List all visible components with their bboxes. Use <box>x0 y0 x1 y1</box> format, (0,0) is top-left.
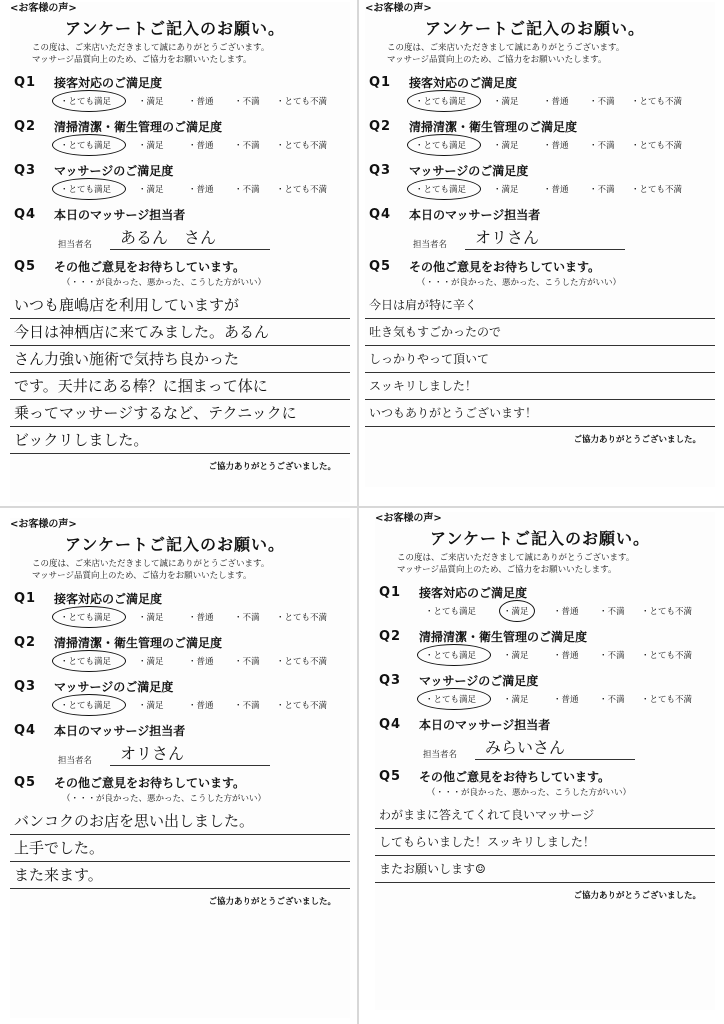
survey-card-4 <box>375 512 715 1010</box>
rating-option-selected[interactable]: ・とても満足 <box>60 611 138 623</box>
rating-option[interactable]: ・普通 <box>188 613 214 623</box>
question-number: Q1 <box>369 74 392 90</box>
rating-option[interactable]: ・普通 <box>553 607 579 617</box>
rating-option[interactable]: ・とても不満 <box>631 185 683 195</box>
question-q1 <box>10 588 350 608</box>
rating-option[interactable]: ・普通 <box>188 141 214 151</box>
intro-line-1: この度は、ご来店いただきまして誠にありがとうございます。 <box>397 553 635 563</box>
question-number: Q4 <box>14 206 37 222</box>
rating-option-selected[interactable]: ・とても満足 <box>60 183 138 195</box>
rating-option-selected[interactable]: ・満足 <box>503 605 553 617</box>
rating-option[interactable]: ・不満 <box>234 613 260 623</box>
rating-option-selected[interactable]: ・とても満足 <box>415 139 493 151</box>
comment-line: スッキリしました！ <box>365 373 715 400</box>
question-q5 <box>365 256 715 276</box>
comment-line: してもらいました！スッキリしました！ <box>375 829 715 856</box>
rating-option[interactable]: ・とても不満 <box>276 141 328 151</box>
comment-line: わがままに答えてくれて良いマッサージ <box>375 802 715 829</box>
comment-line: 乗ってマッサージするなど、テクニックに <box>10 400 350 427</box>
rating-options-q1 <box>10 92 350 110</box>
comment-line: です。天井にある棒？に掴まって体に <box>10 373 350 400</box>
comment-line: またお願いします☺ <box>375 856 715 883</box>
question-text: 接客対応のご満足度 <box>419 585 528 600</box>
question-hint: （・・・が良かった、悪かった、こうした方がいい） <box>62 794 267 804</box>
question-q4 <box>10 204 350 224</box>
question-number: Q1 <box>379 584 402 600</box>
staff-field <box>375 734 715 760</box>
question-hint: （・・・が良かった、悪かった、こうした方がいい） <box>62 278 267 288</box>
rating-option[interactable]: ・不満 <box>599 695 625 705</box>
question-text: 本日のマッサージ担当者 <box>54 723 186 738</box>
rating-options-q3 <box>10 696 350 714</box>
card-title: アンケートご記入のお願い。 <box>424 19 646 38</box>
rating-options-q3 <box>10 180 350 198</box>
question-text: 本日のマッサージ担当者 <box>409 207 541 222</box>
rating-option-selected[interactable]: ・とても満足 <box>60 655 138 667</box>
rating-option[interactable]: ・普通 <box>188 185 214 195</box>
rating-option[interactable]: ・不満 <box>234 701 260 711</box>
comment-line: いつも鹿嶋店を利用していますが <box>10 292 350 319</box>
rating-option-selected[interactable]: ・とても満足 <box>415 183 493 195</box>
rating-option[interactable]: ・不満 <box>234 97 260 107</box>
card-title: アンケートご記入のお願い。 <box>64 19 286 38</box>
question-text: マッサージのご満足度 <box>409 163 529 178</box>
question-text: その他ご意見をお待ちしています。 <box>419 769 611 784</box>
question-number: Q1 <box>14 590 37 606</box>
rating-option[interactable]: ・満足 <box>503 695 529 705</box>
horizontal-divider <box>0 506 724 508</box>
question-number: Q2 <box>379 628 402 644</box>
question-number: Q2 <box>14 118 37 134</box>
rating-options-q2 <box>375 646 715 664</box>
rating-option[interactable]: ・満足 <box>493 141 519 151</box>
question-number: Q3 <box>14 162 37 178</box>
question-text: 接客対応のご満足度 <box>54 591 163 606</box>
rating-option[interactable]: ・不満 <box>589 141 615 151</box>
rating-option[interactable]: ・とても不満 <box>631 141 683 151</box>
question-text: 接客対応のご満足度 <box>409 75 518 90</box>
rating-option[interactable]: ・とても不満 <box>631 97 683 107</box>
question-number: Q3 <box>379 672 402 688</box>
rating-option-selected[interactable]: ・とても満足 <box>425 649 503 661</box>
question-q3 <box>10 160 350 180</box>
rating-option[interactable]: ・普通 <box>543 185 569 195</box>
comment-line: 今日は神栖店に来てみました。あるん <box>10 319 350 346</box>
question-text: マッサージのご満足度 <box>54 679 174 694</box>
question-number: Q5 <box>14 258 37 274</box>
question-number: Q4 <box>14 722 37 738</box>
staff-label: 担当者名 <box>413 240 448 250</box>
question-number: Q2 <box>369 118 392 134</box>
rating-option[interactable]: ・普通 <box>553 651 579 661</box>
question-q2 <box>365 116 715 136</box>
question-q4 <box>365 204 715 224</box>
rating-option[interactable]: ・満足 <box>138 701 164 711</box>
intro-line-2: マッサージ品質向上のため、ご協力をお願いいたします。 <box>387 55 607 65</box>
question-text: 接客対応のご満足度 <box>54 75 163 90</box>
rating-option-selected[interactable]: ・とても満足 <box>60 95 138 107</box>
question-q5 <box>10 256 350 276</box>
rating-option-selected[interactable]: ・とても満足 <box>60 699 138 711</box>
rating-options-q2 <box>10 136 350 154</box>
rating-option[interactable]: ・とても不満 <box>276 613 328 623</box>
question-number: Q5 <box>14 774 37 790</box>
staff-field <box>10 224 350 250</box>
card-tag: <お客様の声> <box>375 513 442 524</box>
question-q3 <box>10 676 350 696</box>
question-number: Q5 <box>379 768 402 784</box>
intro-line-1: この度は、ご来店いただきまして誠にありがとうございます。 <box>32 43 270 53</box>
intro-line-2: マッサージ品質向上のため、ご協力をお願いいたします。 <box>32 55 252 65</box>
rating-option[interactable]: ・普通 <box>553 695 579 705</box>
rating-option[interactable]: ・満足 <box>138 141 164 151</box>
comment-area[interactable] <box>10 292 350 454</box>
rating-option[interactable]: ・とても満足 <box>425 607 477 617</box>
rating-option[interactable]: ・不満 <box>234 185 260 195</box>
rating-option[interactable]: ・満足 <box>138 657 164 667</box>
comment-line: また来ます。 <box>10 862 350 889</box>
question-q2 <box>10 116 350 136</box>
comment-area[interactable] <box>365 292 715 427</box>
rating-options-q2 <box>365 136 715 154</box>
staff-name-handwritten[interactable]: あるん さん <box>110 227 270 250</box>
rating-option[interactable]: ・満足 <box>493 185 519 195</box>
card-tag: <お客様の声> <box>10 3 77 14</box>
rating-option[interactable]: ・普通 <box>188 97 214 107</box>
comment-line: 吐き気もすごかったので <box>365 319 715 346</box>
rating-option[interactable]: ・とても不満 <box>641 607 693 617</box>
question-q2 <box>10 632 350 652</box>
thanks-text: ご協力ありがとうございました。 <box>208 462 336 472</box>
intro-line-1: この度は、ご来店いただきまして誠にありがとうございます。 <box>387 43 625 53</box>
rating-option[interactable]: ・不満 <box>234 141 260 151</box>
rating-option[interactable]: ・普通 <box>543 97 569 107</box>
rating-option-selected[interactable]: ・とても満足 <box>60 139 138 151</box>
question-q2 <box>375 626 715 646</box>
question-number: Q1 <box>14 74 37 90</box>
question-q4 <box>10 720 350 740</box>
question-text: 清掃清潔・衛生管理のご満足度 <box>419 629 588 644</box>
question-number: Q3 <box>14 678 37 694</box>
rating-options-q2 <box>10 652 350 670</box>
thanks-text: ご協力ありがとうございました。 <box>208 897 336 907</box>
intro-line-2: マッサージ品質向上のため、ご協力をお願いいたします。 <box>32 571 252 581</box>
rating-option[interactable]: ・満足 <box>493 97 519 107</box>
question-number: Q2 <box>14 634 37 650</box>
rating-option[interactable]: ・満足 <box>503 651 529 661</box>
vertical-divider <box>357 0 359 1024</box>
question-text: 清掃清潔・衛生管理のご満足度 <box>54 635 223 650</box>
comment-line: さん力強い施術で気持ち良かった <box>10 346 350 373</box>
question-q4 <box>375 714 715 734</box>
staff-field <box>10 740 350 766</box>
question-q1 <box>365 72 715 92</box>
comment-area[interactable] <box>10 808 350 889</box>
question-q3 <box>375 670 715 690</box>
card-tag: <お客様の声> <box>10 519 77 530</box>
rating-option[interactable]: ・不満 <box>589 185 615 195</box>
card-tag: <お客様の声> <box>365 3 432 14</box>
rating-option[interactable]: ・満足 <box>138 185 164 195</box>
comment-line: 上手でした。 <box>10 835 350 862</box>
survey-card-1 <box>10 2 350 502</box>
card-title: アンケートご記入のお願い。 <box>64 535 286 554</box>
comment-line: いつもありがとうございます！ <box>365 400 715 427</box>
rating-option[interactable]: ・とても不満 <box>276 97 328 107</box>
thanks-text: ご協力ありがとうございました。 <box>573 891 701 901</box>
question-q3 <box>365 160 715 180</box>
staff-name-handwritten[interactable]: オリさん <box>110 743 270 766</box>
rating-option[interactable]: ・普通 <box>188 701 214 711</box>
question-q1 <box>10 72 350 92</box>
staff-label: 担当者名 <box>58 240 93 250</box>
rating-option[interactable]: ・とても不満 <box>276 701 328 711</box>
intro-line-1: この度は、ご来店いただきまして誠にありがとうございます。 <box>32 559 270 569</box>
question-hint: （・・・が良かった、悪かった、こうした方がいい） <box>417 278 622 288</box>
question-hint: （・・・が良かった、悪かった、こうした方がいい） <box>427 788 632 798</box>
rating-options-q1 <box>365 92 715 110</box>
question-text: 本日のマッサージ担当者 <box>54 207 186 222</box>
rating-option[interactable]: ・とても不満 <box>276 185 328 195</box>
question-text: マッサージのご満足度 <box>419 673 539 688</box>
question-text: 清掃清潔・衛生管理のご満足度 <box>409 119 578 134</box>
question-q1 <box>375 582 715 602</box>
thanks-text: ご協力ありがとうございました。 <box>573 435 701 445</box>
comment-line: バンコクのお店を思い出しました。 <box>10 808 350 835</box>
card-title: アンケートご記入のお願い。 <box>429 529 651 548</box>
rating-option[interactable]: ・不満 <box>234 657 260 667</box>
rating-option[interactable]: ・普通 <box>543 141 569 151</box>
rating-options-q3 <box>375 690 715 708</box>
question-q5 <box>10 772 350 792</box>
question-number: Q5 <box>369 258 392 274</box>
question-text: その他ご意見をお待ちしています。 <box>54 259 246 274</box>
rating-option[interactable]: ・満足 <box>138 97 164 107</box>
staff-name-handwritten[interactable]: オリさん <box>465 227 625 250</box>
survey-card-3 <box>10 518 350 1018</box>
rating-option[interactable]: ・とても不満 <box>641 651 693 661</box>
question-text: 清掃清潔・衛生管理のご満足度 <box>54 119 223 134</box>
question-number: Q3 <box>369 162 392 178</box>
question-text: 本日のマッサージ担当者 <box>419 717 551 732</box>
rating-options-q3 <box>365 180 715 198</box>
rating-option[interactable]: ・普通 <box>188 657 214 667</box>
staff-field <box>365 224 715 250</box>
survey-card-2 <box>365 2 715 487</box>
rating-option[interactable]: ・とても不満 <box>276 657 328 667</box>
rating-option-selected[interactable]: ・とても満足 <box>415 95 493 107</box>
rating-option[interactable]: ・とても不満 <box>641 695 693 705</box>
rating-option[interactable]: ・不満 <box>589 97 615 107</box>
question-q5 <box>375 766 715 786</box>
comment-area[interactable] <box>375 802 715 883</box>
question-text: その他ご意見をお待ちしています。 <box>409 259 601 274</box>
question-number: Q4 <box>369 206 392 222</box>
comment-line: ビックリしました。 <box>10 427 350 454</box>
staff-label: 担当者名 <box>423 750 458 760</box>
rating-options-q1 <box>10 608 350 626</box>
rating-option[interactable]: ・不満 <box>599 651 625 661</box>
rating-option[interactable]: ・満足 <box>138 613 164 623</box>
staff-name-handwritten[interactable]: みらいさん <box>475 737 635 760</box>
intro-line-2: マッサージ品質向上のため、ご協力をお願いいたします。 <box>397 565 617 575</box>
question-text: その他ご意見をお待ちしています。 <box>54 775 246 790</box>
rating-options-q1 <box>375 602 715 620</box>
rating-option[interactable]: ・不満 <box>599 607 625 617</box>
staff-label: 担当者名 <box>58 756 93 766</box>
rating-option-selected[interactable]: ・とても満足 <box>425 693 503 705</box>
question-number: Q4 <box>379 716 402 732</box>
comment-line: 今日は肩が特に辛く <box>365 292 715 319</box>
question-text: マッサージのご満足度 <box>54 163 174 178</box>
comment-line: しっかりやって頂いて <box>365 346 715 373</box>
